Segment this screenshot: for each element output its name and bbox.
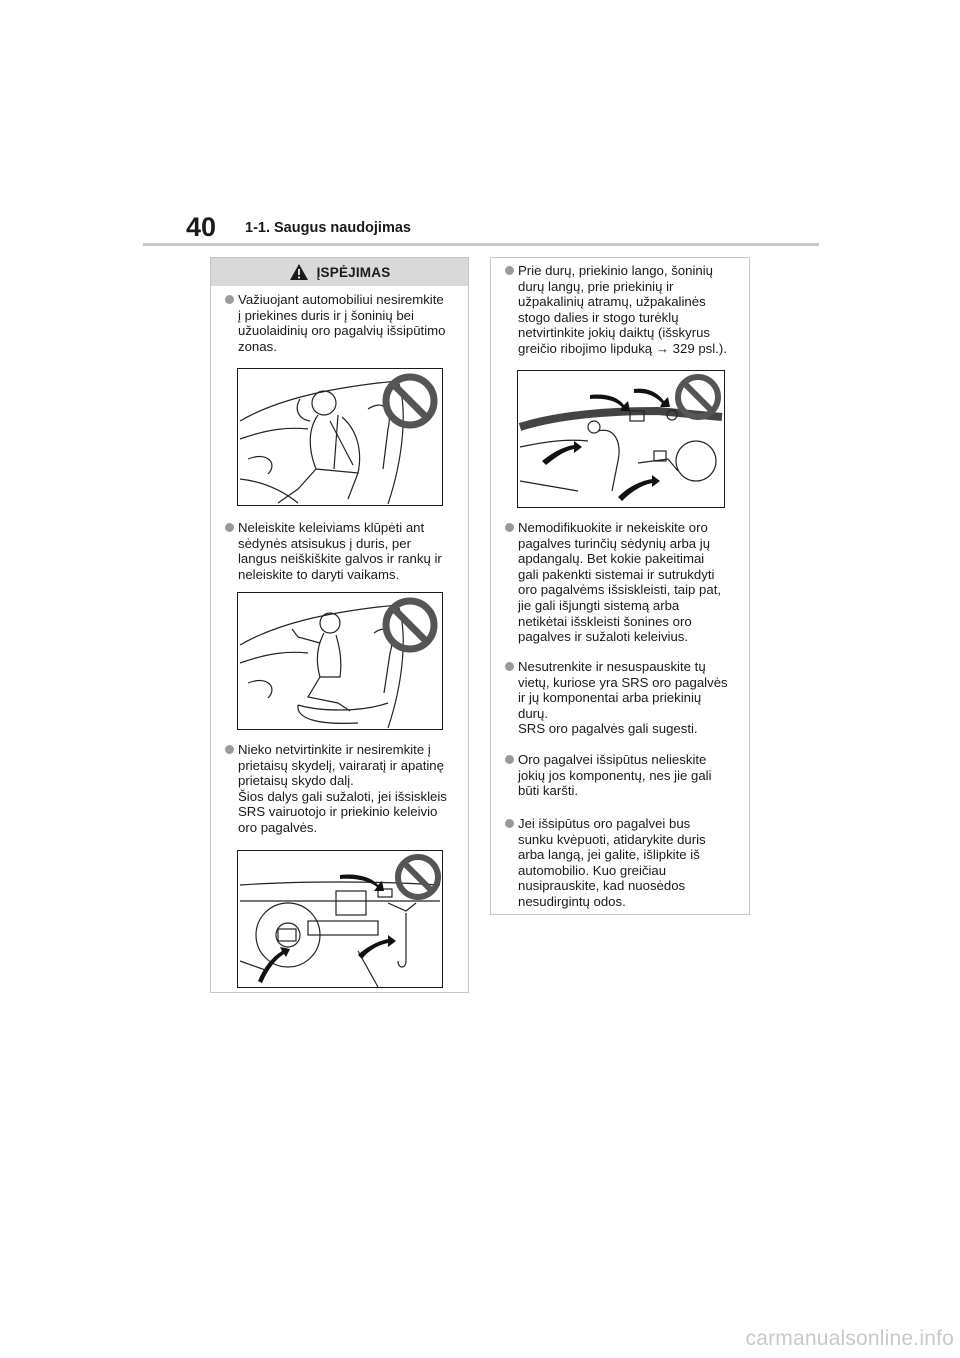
warning-header [211, 258, 468, 286]
warning-triangle-icon [289, 263, 309, 281]
warning-item-text: Nesutrenkite ir nesuspauskite tų vietų, kuriose yra SRS oro pagalvės ir jų komponentai arba priekinių durų. SRS oro pagalvės gali sugesti. [518, 659, 728, 737]
warning-item-text: Jei išsipūtus oro pagalvei bus sunku kvėpuoti, atidarykite duris arba langą, jei galite, išlipkite iš automobilio. Kuo greičiau nusiprauskite, kad nuosėdos nesudirgintų odos. [518, 816, 706, 909]
warning-item-6 [505, 659, 743, 737]
warning-item-7 [505, 752, 743, 799]
illustration-kneeling-child [237, 592, 443, 730]
watermark: carmanualsonline.info [745, 1327, 954, 1350]
warning-item-text: Nieko netvirtinkite ir nesiremkite į prietaisų skydelį, vairaratį ir apatinę prietaisų skydo dalį. Šios dalys gali sužaloti, jei išsiskleis SRS vairuotojo ir priekinio keleivio oro pagalvės. [238, 742, 447, 835]
warning-item-text: Oro pagalvei išsipūtus nelieskite jokių jos komponentų, nes jie gali būti karšti. [518, 752, 712, 799]
bullet-icon [225, 523, 234, 532]
warning-box-left [210, 257, 469, 993]
bullet-icon [505, 819, 514, 828]
bullet-icon [225, 745, 234, 754]
warning-title: ĮSPĖJIMAS [316, 264, 391, 280]
warning-box-right [490, 257, 750, 915]
section-title: 1-1. Saugus naudojimas [245, 220, 411, 236]
warning-item-text: Prie durų, priekinio lango, šoninių durų langų, prie priekinių ir užpakalinių atramų, užpakalinės stogo dalies ir stogo turėklų netvirtinkite jokių daiktų (išskyrus greičio ribojimo lipduką → 329 psl.). [518, 263, 727, 356]
bullet-icon [505, 662, 514, 671]
illustration-leaning-door [237, 368, 443, 506]
page-number: 40 [186, 212, 217, 242]
warning-item-text: Neleiskite keleiviams klūpėti ant sėdynės atsisukus į duris, per langus neiškiškite galvos ir rankų ir neleiskite to daryti vaikams. [238, 520, 442, 582]
warning-item-1 [225, 292, 462, 354]
prohibited-icon [386, 377, 434, 425]
warning-item-4 [505, 263, 743, 357]
prohibited-icon [398, 857, 438, 897]
warning-item-8 [505, 816, 743, 910]
bullet-icon [505, 523, 514, 532]
warning-item-2 [225, 520, 462, 582]
warning-item-text: Važiuojant automobiliui nesiremkite į priekines duris ir į šoninių bei užuolaidinių oro pagalvių išsipūtimo zonas. [238, 292, 446, 354]
warning-item-3 [225, 742, 462, 836]
illustration-dashboard [237, 850, 443, 988]
warning-item-text: Nemodifikuokite ir nekeiskite oro pagalves turinčių sėdynių arba jų apdangalų. Bet kokie pakeitimai gali pakenkti sistemai ir sutrukdyti oro pagalvėms išsiskleisti, taip pat, jie gali išjungti sistemą arba netikėtai išskleisti šonines oro pagalves ir sužaloti keleivius. [518, 520, 722, 645]
bullet-icon [505, 755, 514, 764]
illustration-roof-attachments [517, 370, 725, 508]
header-rule [143, 243, 819, 246]
bullet-icon [225, 295, 234, 304]
prohibited-icon [386, 601, 434, 649]
warning-item-5 [505, 520, 743, 645]
bullet-icon [505, 266, 514, 275]
